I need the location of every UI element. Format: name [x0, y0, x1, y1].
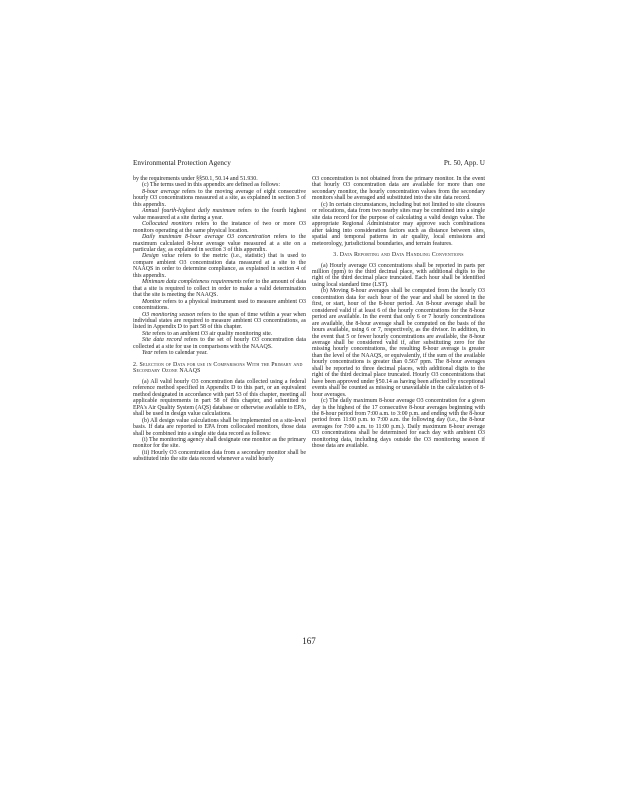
defined-term: 8-hour average: [142, 188, 180, 195]
definition-text: refers to a physical instrument used to measure ambient O3 concentrations.: [133, 298, 306, 312]
definition-paragraph: [133, 312, 306, 331]
section-heading: 2. Selection of Data for use in Comparisons With the Primary and Secondary Ozone NAAQS: [133, 361, 303, 375]
defined-term: O3 monitoring season: [142, 311, 196, 318]
defined-term: Site: [142, 330, 151, 337]
running-head: [133, 158, 485, 168]
definition-text: refers to the fourth highest value measured at a site during a year.: [133, 208, 306, 221]
body-paragraph: (a) Hourly average O3 concentrations shall be reported in parts per million (ppm) to the third decimal place, with additional digits to the right of the third decimal place truncated. Each hour shall be identified using local standard time (LST).: [312, 262, 485, 288]
definition-paragraph: [133, 221, 306, 234]
body-paragraph: (c) The daily maximum 8-hour average O3 concentration for a given day is the highest of the 17 consecutive 8-hour averages beginning with the 8-hour period from 7:00 a.m. to 3:00 p.m. and ending with the 8-hour period from 11:00 p.m. to 7:00 a.m. the following day (i.e., the 8-hour averages for 7:00 a.m. to 11:00 p.m.). Daily maximum 8-hour average O3 concentrations shall be determined for each day with ambient O3 monitoring data, including days outside the O3 monitoring season if those data are available.: [312, 398, 485, 450]
body-paragraph: (c) The terms used in this appendix are defined as follows:: [142, 182, 280, 189]
definition-paragraph: [133, 299, 306, 312]
defined-term: Collocated monitors: [142, 221, 193, 228]
defined-term: Year: [142, 350, 153, 357]
definition-text: refers to an ambient O3 air quality monitoring site.: [150, 330, 273, 337]
definition-text: refers to the maximum calculated 8-hour average value measured at a site on a particular day, as explained in section 3 of this appendix.: [133, 234, 307, 253]
defined-term: Site data record: [142, 337, 182, 344]
definition-paragraph: [133, 189, 306, 208]
definition-paragraph: [133, 279, 306, 298]
body-paragraph: by the requirements under §§50.1, 50.14 and 51.930.: [133, 176, 258, 182]
defined-term: Design value: [142, 253, 175, 260]
definition-paragraph: [133, 253, 306, 279]
defined-term: Daily maximum 8-hour average O3 concentration: [142, 234, 271, 241]
definition-text: refers to the set of hourly O3 concentration data collected at a site for use in comparisons with the NAAQS.: [133, 337, 306, 350]
body-paragraph: (a) All valid hourly O3 concentration data collected using a federal reference method specified in Appendix D to this part, or an equivalent method designated in accordance with part 53 of this chapter, meeting all applicable requirements in part 58 of this chapter, and submitted to EPA's Air Quality System (AQS) database or otherwise available to EPA, shall be used in design value calculations.: [133, 378, 306, 418]
defined-term: Monitor: [142, 298, 162, 305]
body-paragraph: (b) All design value calculations shall be implemented on a site-level basis. If data are reported to EPA from collocated monitors, those data shall be combined into a single site data record as follows:: [133, 417, 306, 437]
running-head-agency: Environmental Protection Agency: [133, 159, 231, 167]
definition-paragraph: [133, 234, 306, 253]
body-paragraph: (b) Moving 8-hour averages shall be computed from the hourly O3 concentration data for each hour of the year and shall be stored in the first, or start, hour of the 8-hour period. An 8-hour average shall be considered valid if at least 6 of the hourly concentrations for the 8-hour period are available. In the event that only 6 or 7 hourly concentrations are available, the 8-hour average shall be computed on the basis of the hours available, using 6 or 7, respectively, as the divisor. In addition, in the event that 5 or fewer hourly concentrations are available, the 8-hour average shall be considered valid if, after substituting zero for the missing hourly concentrations, the resulting 8-hour average is greater than the level of the NAAQS, or equivalently, if the sum of the available hourly concentrations is greater than 0.567 ppm. The 8-hour averages shall be reported to three decimal places, with additional digits to the right of the third decimal place truncated. Hourly O3 concentrations that have been approved under §50.14 as having been affected by exceptional events shall be counted as missing or unavailable in the calculation of 8-hour averages.: [312, 288, 485, 398]
body-paragraph: O3 concentration is not obtained from the primary monitor. In the event that hourly O3 concentration data are available for more than one secondary monitor, the hourly concentration values from the secondary monitors shall be averaged and substituted into the site data record.: [312, 176, 485, 202]
definition-text: refers to the instance of two or more O3 monitors operating at the same physical location.: [133, 221, 306, 234]
definition-paragraph: [133, 208, 306, 221]
body-paragraph: (i) The monitoring agency shall designate one monitor as the primary monitor for the site.: [133, 436, 306, 450]
definition-paragraph: [133, 337, 306, 350]
body-paragraph: (ii) Hourly O3 concentration data from a secondary monitor shall be substituted into the site data record whenever a valid hourly: [133, 449, 306, 463]
definition-text: refers to calendar year.: [152, 350, 208, 357]
body-paragraph: (c) In certain circumstances, including but not limited to site closures or relocations, data from two nearby sites may be combined into a single site data record for the purpose of calculating a valid design value. The appropriate Regional Administrator may approve such combinations after taking into consideration factors such as distance between sites, spatial and temporal patterns in air quality, local emissions and meteorology, jurisdictional boundaries, and terrain features.: [312, 201, 485, 247]
definition-text: refers to the metric (i.e., statistic) that is used to compare ambient O3 concentration data measured at a site to the NAAQS in order to determine compliance, as explained in section 4 of this appendix.: [133, 253, 306, 279]
section-heading: 3. Data Reporting and Data Handling Conventions: [333, 251, 464, 258]
definition-paragraph: [133, 350, 306, 356]
page-number: 167: [302, 636, 316, 646]
right-column: [312, 176, 485, 450]
definition-text: refers to the moving average of eight consecutive hourly O3 concentrations measured at a site, as explained in section 3 of this appendix.: [133, 188, 306, 208]
definition-text: refers to the span of time within a year when individual states are required to measure ambient O3 concentrations, as listed in Appendix D to part 58 of this chapter.: [133, 311, 306, 331]
left-column: [133, 176, 306, 463]
running-head-part: Pt. 50, App. U: [443, 159, 485, 167]
definition-text: refer to the amount of data that a site is required to collect in order to make a valid determination that the site is meeting the NAAQS.: [133, 279, 306, 299]
defined-term: Minimum data completeness requirements: [142, 279, 242, 286]
defined-term: Annual fourth-highest daily maximum: [142, 208, 236, 215]
